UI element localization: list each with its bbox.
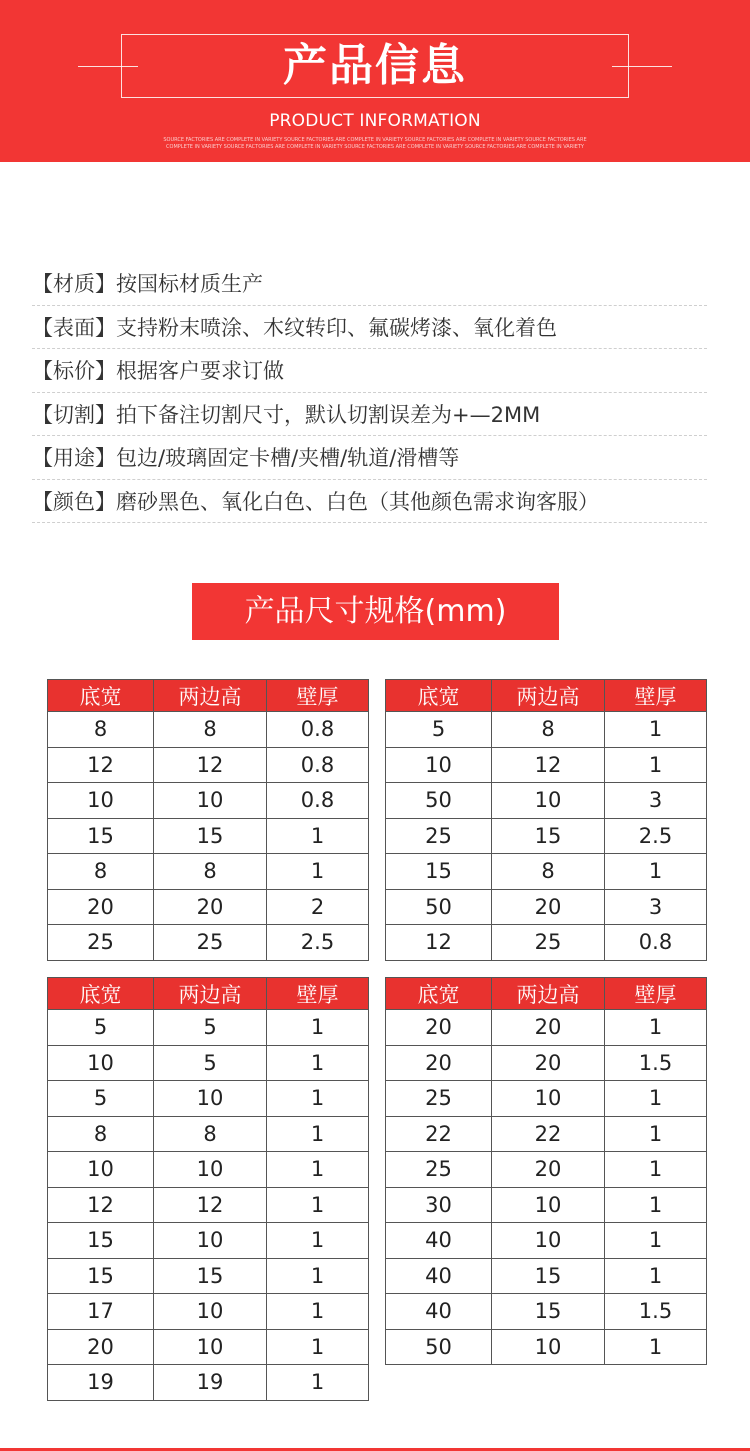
info-value: 包边/玻璃固定卡槽/夹槽/轨道/滑槽等 [116, 446, 460, 471]
table-cell: 20 [492, 1152, 605, 1188]
table-cell: 25 [154, 925, 267, 961]
table-row [48, 1365, 369, 1401]
table-cell: 17 [48, 1294, 154, 1330]
table-cell: 5 [154, 1010, 267, 1046]
table-cell: 10 [492, 783, 605, 819]
table-cell: 15 [492, 818, 605, 854]
table-cell: 1 [605, 1081, 707, 1117]
table-cell: 20 [386, 1010, 492, 1046]
table-cell: 50 [386, 783, 492, 819]
column-header: 两边高 [492, 978, 605, 1010]
table-cell: 12 [154, 747, 267, 783]
table-cell: 2 [267, 889, 369, 925]
table-row [48, 747, 369, 783]
table-cell: 1 [605, 1223, 707, 1259]
table-cell: 0.8 [267, 712, 369, 748]
table-cell: 1 [267, 1187, 369, 1223]
table-cell: 10 [48, 783, 154, 819]
info-row-surface [32, 306, 707, 350]
info-row-cutting [32, 393, 707, 437]
product-info-list [32, 262, 707, 523]
column-header: 两边高 [154, 978, 267, 1010]
table-cell: 1 [267, 818, 369, 854]
page-title: 产品信息 [283, 40, 467, 91]
table-row [48, 1258, 369, 1294]
table-cell: 1 [267, 1045, 369, 1081]
table-row [48, 925, 369, 961]
table-cell: 10 [386, 747, 492, 783]
info-key: 【材质】 [32, 272, 116, 297]
info-key: 【颜色】 [32, 489, 116, 514]
spec-table-2 [385, 679, 707, 961]
table-row [48, 1081, 369, 1117]
table-header-row [386, 978, 707, 1010]
table-cell: 8 [48, 712, 154, 748]
table-cell: 5 [386, 712, 492, 748]
table-cell: 1 [605, 747, 707, 783]
table-cell: 12 [386, 925, 492, 961]
info-row-price [32, 349, 707, 393]
page-subtitle: PRODUCT INFORMATION [269, 111, 481, 131]
table-row [386, 747, 707, 783]
info-value: 拍下备注切割尺寸，默认切割误差为+—2MM [116, 402, 541, 427]
table-row [386, 818, 707, 854]
table-row [48, 1010, 369, 1046]
table-cell: 8 [154, 712, 267, 748]
table-cell: 10 [48, 1152, 154, 1188]
info-key: 【标价】 [32, 359, 116, 384]
table-cell: 1 [605, 1329, 707, 1365]
column-header: 壁厚 [267, 978, 369, 1010]
table-cell: 19 [48, 1365, 154, 1401]
table-cell: 22 [492, 1116, 605, 1152]
table-cell: 0.8 [605, 925, 707, 961]
column-header: 壁厚 [605, 680, 707, 712]
table-cell: 50 [386, 889, 492, 925]
info-key: 【用途】 [32, 446, 116, 471]
info-value: 根据客户要求订做 [116, 359, 284, 384]
table-cell: 8 [154, 854, 267, 890]
info-value: 支持粉末喷涂、木纹转印、氟碳烤漆、氧化着色 [116, 315, 557, 340]
column-header: 两边高 [492, 680, 605, 712]
table-cell: 10 [154, 1329, 267, 1365]
column-header: 底宽 [386, 978, 492, 1010]
table-cell: 1 [267, 1010, 369, 1046]
table-header-row [48, 680, 369, 712]
table-row [386, 1223, 707, 1259]
info-row-usage [32, 436, 707, 480]
table-cell: 25 [48, 925, 154, 961]
table-cell: 5 [154, 1045, 267, 1081]
spec-section-title: 产品尺寸规格(mm) [192, 583, 559, 640]
table-cell: 0.8 [267, 783, 369, 819]
table-cell: 1 [267, 1329, 369, 1365]
table-row [386, 1045, 707, 1081]
table-cell: 10 [48, 1045, 154, 1081]
table-cell: 12 [154, 1187, 267, 1223]
table-cell: 25 [386, 1152, 492, 1188]
column-header: 底宽 [386, 680, 492, 712]
table-row [386, 1152, 707, 1188]
table-row [386, 783, 707, 819]
table-cell: 1 [267, 854, 369, 890]
table-row [386, 1187, 707, 1223]
table-cell: 1.5 [605, 1045, 707, 1081]
table-cell: 5 [48, 1081, 154, 1117]
info-value: 磨砂黑色、氧化白色、白色（其他颜色需求询客服） [116, 489, 599, 514]
info-row-color [32, 480, 707, 524]
info-key: 【表面】 [32, 315, 116, 340]
table-cell: 10 [492, 1329, 605, 1365]
table-cell: 25 [386, 1081, 492, 1117]
table-cell: 15 [386, 854, 492, 890]
table-cell: 12 [492, 747, 605, 783]
table-cell: 1 [267, 1116, 369, 1152]
table-cell: 20 [154, 889, 267, 925]
table-cell: 50 [386, 1329, 492, 1365]
table-row [48, 1223, 369, 1259]
table-cell: 5 [48, 1010, 154, 1046]
table-cell: 15 [154, 1258, 267, 1294]
table-cell: 40 [386, 1294, 492, 1330]
table-cell: 8 [492, 712, 605, 748]
table-cell: 20 [492, 1045, 605, 1081]
table-cell: 25 [492, 925, 605, 961]
table-row [48, 1294, 369, 1330]
table-cell: 1 [267, 1081, 369, 1117]
table-cell: 1 [605, 854, 707, 890]
table-row [48, 712, 369, 748]
table-row [48, 889, 369, 925]
table-cell: 1 [605, 712, 707, 748]
table-cell: 1.5 [605, 1294, 707, 1330]
table-cell: 20 [48, 1329, 154, 1365]
table-cell: 10 [154, 1294, 267, 1330]
header-banner [0, 0, 750, 162]
table-cell: 20 [492, 889, 605, 925]
table-row [48, 1187, 369, 1223]
table-cell: 12 [48, 1187, 154, 1223]
table-row [386, 854, 707, 890]
table-cell: 20 [48, 889, 154, 925]
table-row [48, 1045, 369, 1081]
table-row [386, 1116, 707, 1152]
table-header-row [386, 680, 707, 712]
table-row [386, 1329, 707, 1365]
table-cell: 10 [154, 1081, 267, 1117]
table-row [48, 1152, 369, 1188]
table-cell: 8 [48, 854, 154, 890]
table-cell: 0.8 [267, 747, 369, 783]
table-cell: 3 [605, 783, 707, 819]
table-cell: 1 [605, 1152, 707, 1188]
table-row [386, 1258, 707, 1294]
table-cell: 10 [492, 1081, 605, 1117]
info-row-material [32, 262, 707, 306]
table-cell: 1 [267, 1365, 369, 1401]
table-cell: 1 [605, 1187, 707, 1223]
column-header: 两边高 [154, 680, 267, 712]
table-cell: 8 [492, 854, 605, 890]
table-cell: 10 [492, 1223, 605, 1259]
table-row [386, 1081, 707, 1117]
table-cell: 25 [386, 818, 492, 854]
table-row [48, 854, 369, 890]
table-cell: 1 [605, 1010, 707, 1046]
table-cell: 8 [48, 1116, 154, 1152]
table-cell: 15 [154, 818, 267, 854]
table-cell: 3 [605, 889, 707, 925]
table-cell: 40 [386, 1258, 492, 1294]
table-cell: 2.5 [267, 925, 369, 961]
table-row [386, 1010, 707, 1046]
info-value: 按国标材质生产 [116, 272, 263, 297]
table-cell: 1 [267, 1294, 369, 1330]
table-cell: 10 [154, 1152, 267, 1188]
spec-table-3 [47, 977, 369, 1401]
table-cell: 40 [386, 1223, 492, 1259]
table-cell: 2.5 [605, 818, 707, 854]
table-cell: 30 [386, 1187, 492, 1223]
table-cell: 15 [48, 1258, 154, 1294]
table-cell: 15 [48, 1223, 154, 1259]
column-header: 壁厚 [605, 978, 707, 1010]
column-header: 底宽 [48, 680, 154, 712]
table-cell: 10 [154, 783, 267, 819]
table-row [48, 783, 369, 819]
table-cell: 20 [386, 1045, 492, 1081]
table-cell: 12 [48, 747, 154, 783]
table-cell: 1 [267, 1258, 369, 1294]
spec-table-4 [385, 977, 707, 1365]
table-row [386, 712, 707, 748]
table-cell: 22 [386, 1116, 492, 1152]
table-cell: 10 [492, 1187, 605, 1223]
column-header: 壁厚 [267, 680, 369, 712]
table-cell: 15 [48, 818, 154, 854]
table-row [48, 818, 369, 854]
table-cell: 15 [492, 1258, 605, 1294]
table-row [48, 1116, 369, 1152]
info-key: 【切割】 [32, 402, 116, 427]
table-cell: 1 [605, 1116, 707, 1152]
table-header-row [48, 978, 369, 1010]
table-cell: 20 [492, 1010, 605, 1046]
table-row [386, 889, 707, 925]
table-cell: 1 [267, 1152, 369, 1188]
table-row [386, 925, 707, 961]
table-cell: 1 [267, 1223, 369, 1259]
table-row [386, 1294, 707, 1330]
spec-table-1 [47, 679, 369, 961]
column-header: 底宽 [48, 978, 154, 1010]
table-row [48, 1329, 369, 1365]
table-cell: 1 [605, 1258, 707, 1294]
table-cell: 10 [154, 1223, 267, 1259]
table-cell: 15 [492, 1294, 605, 1330]
table-cell: 19 [154, 1365, 267, 1401]
banner-fine-print: SOURCE FACTORIES ARE COMPLETE IN VARIETY SOURCE FACTORIES ARE COMPLETE IN VARIETY SOURCE FACTORIES ARE COMPLETE IN VARIETY SOURCE FACTORIES ARE COMPLETE IN VARIETY SOURCE FACTORIES ARE COMPLETE IN VARIETY SOURCE FACTORIES ARE COMPLETE IN VARIETY SOURCE FACTORIES ARE COMPLETE IN VARIETY [163, 137, 587, 150]
table-cell: 8 [154, 1116, 267, 1152]
